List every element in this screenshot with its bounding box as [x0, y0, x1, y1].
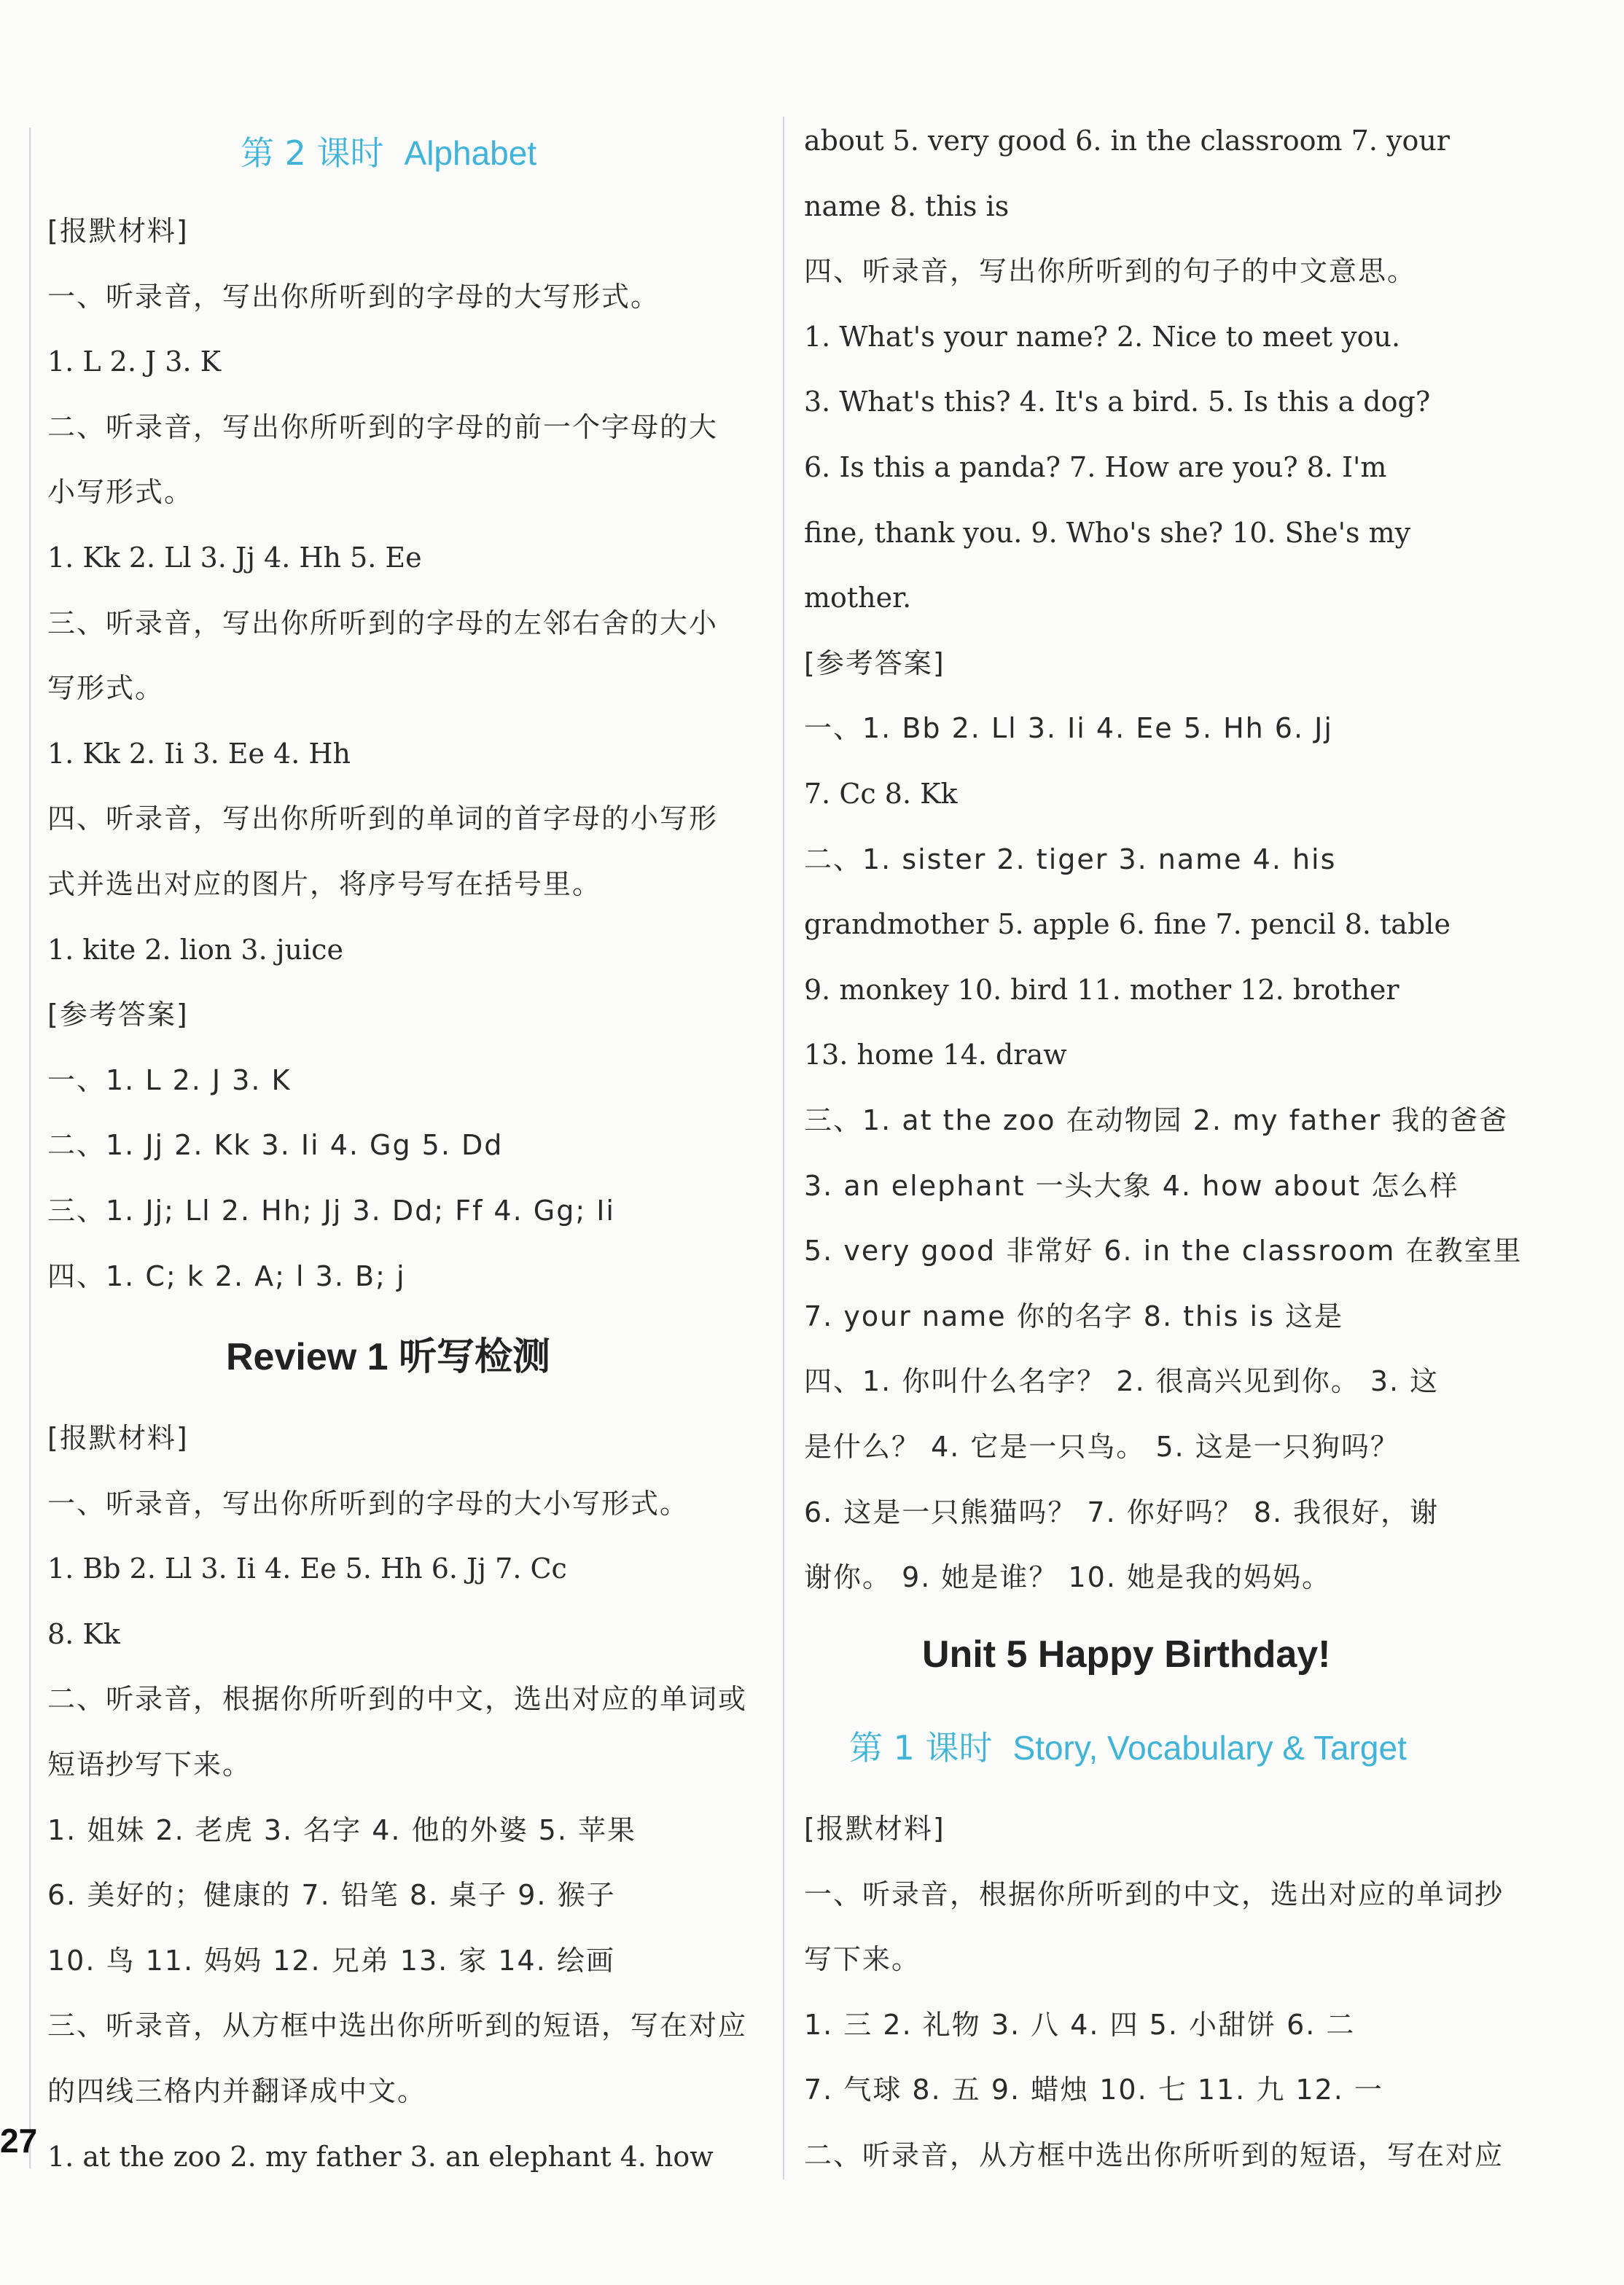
text-line: 二、听录音，根据你所听到的中文，选出对应的单词或 [47, 1683, 748, 1716]
text-line: 7. your name 你的名字 8. this is 这是 [804, 1300, 1343, 1332]
text-line: 6. 这是一只熊猫吗？ 7. 你好吗？ 8. 我很好，谢 [804, 1496, 1440, 1528]
text-line: 1. Bb 2. Ll 3. Ii 4. Ee 5. Hh 6. Jj 7. Cc [47, 1552, 567, 1585]
text-line: [参考答案] [804, 647, 945, 679]
lesson-title: Alphabet [404, 134, 537, 172]
text-line: 一、听录音，根据你所听到的中文，选出对应的单词抄 [804, 1878, 1504, 1910]
lesson-label: 第 2 课时 [241, 133, 384, 173]
left-column [0, 0, 780, 2285]
lesson-heading [241, 131, 536, 175]
text-line: 一、听录音，写出你所听到的字母的大小写形式。 [47, 1487, 690, 1520]
text-line: 小写形式。 [47, 476, 194, 509]
text-line: 1. 姐妹 2. 老虎 3. 名字 4. 他的外婆 5. 苹果 [47, 1813, 636, 1846]
text-line: 是什么？ 4. 它是一只鸟。 5. 这是一只狗吗？ [804, 1431, 1399, 1463]
text-line: 二、1. sister 2. tiger 3. name 4. his [804, 843, 1337, 875]
text-line: 四、1. 你叫什么名字？ 2. 很高兴见到你。 3. 这 [804, 1365, 1440, 1398]
text-line: 一、1. Bb 2. Ll 3. Ii 4. Ee 5. Hh 6. Jj [804, 712, 1333, 745]
text-line: [参考答案] [47, 999, 189, 1031]
page-number: 27 [0, 2122, 38, 2160]
text-line: name 8. this is [804, 190, 1010, 222]
text-line: 1. 三 2. 礼物 3. 八 4. 四 5. 小甜饼 6. 二 [804, 2008, 1356, 2041]
text-line: 13. home 14. draw [804, 1039, 1067, 1071]
lesson-heading-unit5 [849, 1726, 1407, 1770]
review-heading: Review 1 听写检测 [226, 1336, 551, 1378]
text-line: 写形式。 [47, 672, 165, 705]
text-line: 1. Kk 2. Ll 3. Jj 4. Hh 5. Ee [47, 542, 422, 574]
text-line: grandmother 5. apple 6. fine 7. pencil 8. table [804, 908, 1451, 941]
text-line: 10. 鸟 11. 妈妈 12. 兄弟 13. 家 14. 绘画 [47, 1944, 615, 1977]
text-line: about 5. very good 6. in the classroom 7. your [804, 125, 1450, 157]
text-line: 二、听录音，写出你所听到的字母的前一个字母的大 [47, 410, 719, 443]
text-line: 三、1. at the zoo 在动物园 2. my father 我的爸爸 [804, 1104, 1509, 1136]
text-line: [报默材料] [804, 1813, 945, 1845]
text-line: 三、听录音，从方框中选出你所听到的短语，写在对应 [47, 2009, 748, 2042]
text-line: 四、1. C; k 2. A; l 3. B; j [47, 1259, 406, 1292]
text-line: 1. at the zoo 2. my father 3. an elephant 4. how [47, 2140, 714, 2173]
text-line: 式并选出对应的图片，将序号写在括号里。 [47, 868, 602, 900]
text-line: [报默材料] [47, 215, 189, 247]
text-line: 1. L 2. J 3. K [47, 345, 222, 378]
text-line: 一、听录音，写出你所听到的字母的大写形式。 [47, 280, 660, 313]
unit-heading: Unit 5 Happy Birthday! [922, 1633, 1331, 1676]
lesson-label: 第 1 课时 [849, 1728, 993, 1768]
text-line: 6. 美好的；健康的 7. 铅笔 8. 桌子 9. 猴子 [47, 1879, 616, 1912]
text-line: 谢你。 9. 她是谁？ 10. 她是我的妈妈。 [804, 1561, 1332, 1594]
column-divider [783, 117, 784, 2179]
text-line: 三、听录音，写出你所听到的字母的左邻右舍的大小 [47, 606, 719, 639]
text-line: 3. What's this? 4. It's a bird. 5. Is this a dog? [804, 386, 1431, 418]
text-line: 5. very good 非常好 6. in the classroom 在教室里 [804, 1235, 1523, 1268]
text-line: 1. What's your name? 2. Nice to meet you. [804, 320, 1401, 353]
lesson-title: Story, Vocabulary & Target [1012, 1729, 1407, 1767]
text-line: 1. Kk 2. Ii 3. Ee 4. Hh [47, 737, 351, 770]
text-line: 6. Is this a panda? 7. How are you? 8. I'm [804, 451, 1387, 483]
text-line: 四、听录音，写出你所听到的单词的首字母的小写形 [47, 802, 719, 835]
text-line: 的四线三格内并翻译成中文。 [47, 2075, 427, 2107]
text-line: 二、1. Jj 2. Kk 3. Ii 4. Gg 5. Dd [47, 1129, 504, 1162]
text-line: 7. 气球 8. 五 9. 蜡烛 10. 七 11. 九 12. 一 [804, 2074, 1383, 2106]
text-line: 三、1. Jj; Ll 2. Hh; Jj 3. Dd; Ff 4. Gg; Ii [47, 1195, 615, 1227]
text-line: [报默材料] [47, 1422, 189, 1454]
text-line: 二、听录音，从方框中选出你所听到的短语，写在对应 [804, 2139, 1504, 2171]
text-line: mother. [804, 582, 912, 614]
text-line: 写下来。 [804, 1943, 921, 1976]
text-line: 7. Cc 8. Kk [804, 778, 958, 810]
text-line: fine, thank you. 9. Who's she? 10. She's my [804, 516, 1411, 549]
text-line: 短语抄写下来。 [47, 1749, 252, 1781]
text-line: 1. kite 2. lion 3. juice [47, 933, 343, 966]
text-line: 3. an elephant 一头大象 4. how about 怎么样 [804, 1169, 1459, 1202]
text-line: 四、听录音，写出你所听到的句子的中文意思。 [804, 255, 1417, 288]
text-line: 8. Kk [47, 1617, 120, 1650]
text-line: 一、1. L 2. J 3. K [47, 1063, 292, 1096]
right-column [787, 0, 1604, 2285]
text-line: 9. monkey 10. bird 11. mother 12. brother [804, 973, 1399, 1006]
